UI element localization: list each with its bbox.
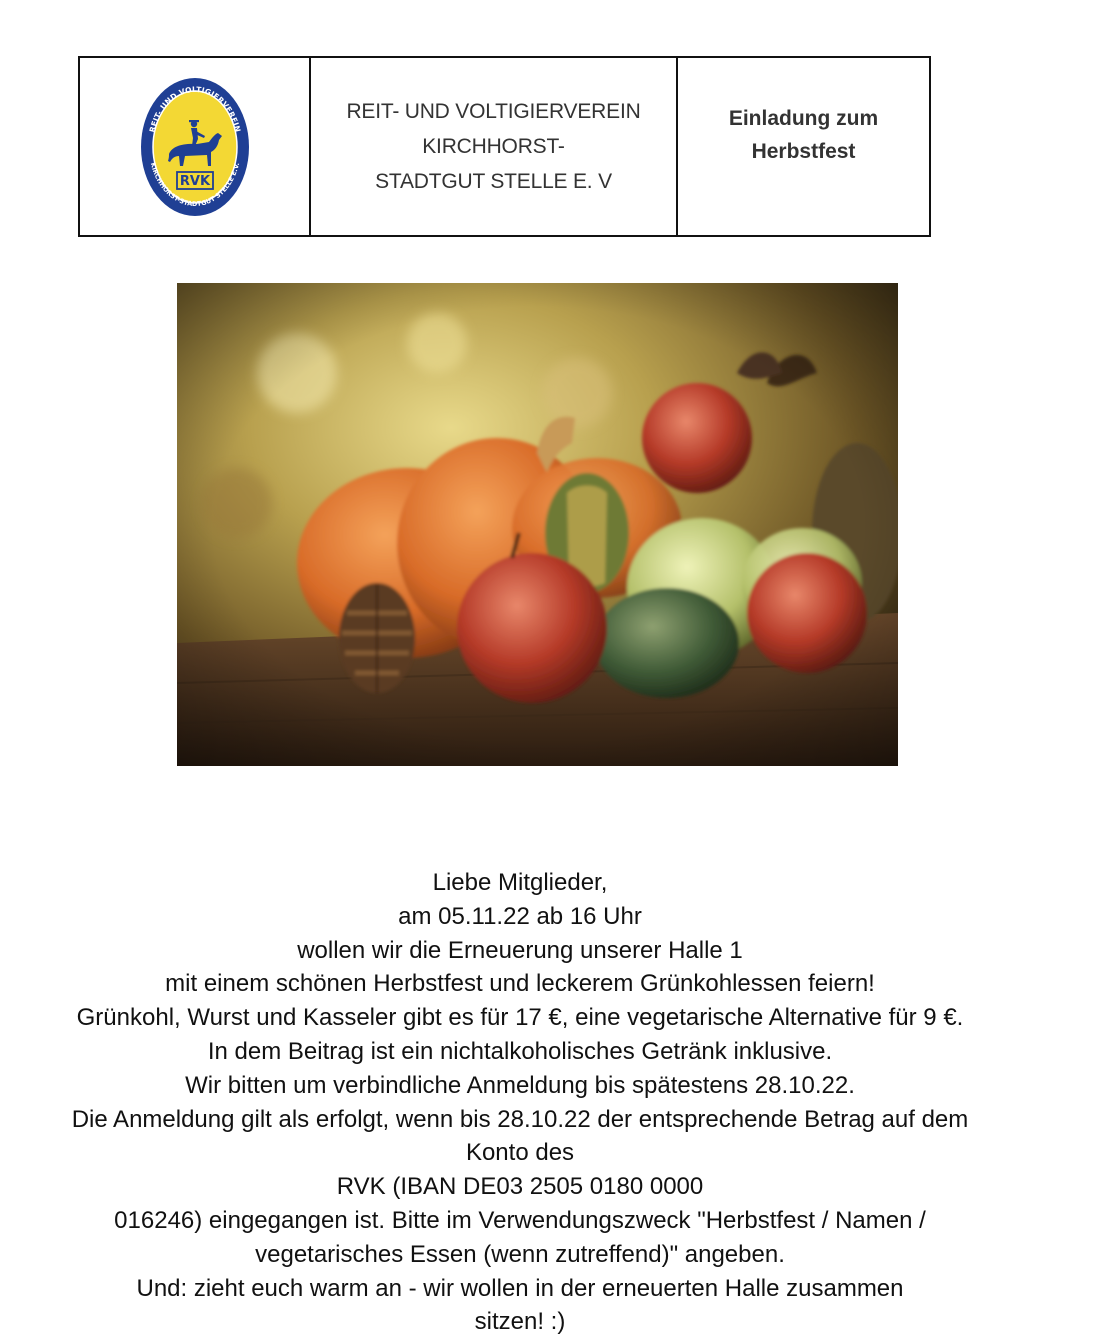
invitation-title-cell (678, 58, 929, 235)
logo-cell (80, 58, 311, 235)
body-line: RVK (IBAN DE03 2505 0180 0000 (336, 1173, 704, 1201)
body-line: mit einem schönen Herbstfest und leckerem Grünkohlessen feiern! (165, 970, 875, 998)
club-name-cell (311, 58, 678, 235)
club-name-line: STADTGUT STELLE E. V (375, 170, 612, 193)
body-line: In dem Beitrag ist ein nichtalkoholisches Getränk inklusive. (207, 1037, 833, 1065)
autumn-harvest-photo (177, 283, 898, 766)
logo-ring-text-top: REIT- UND VOLTIGIERVEREIN (147, 84, 242, 133)
invitation-title-line: Herbstfest (751, 140, 856, 163)
body-line: Die Anmeldung gilt als erfolgt, wenn bis 28.10.22 der entsprechende Betrag auf dem (71, 1105, 969, 1133)
invitation-title-line: Einladung zum (728, 107, 879, 130)
body-line: Liebe Mitglieder, (432, 869, 608, 896)
club-name-line: REIT- UND VOLTIGIERVEREIN (346, 100, 641, 123)
body-line: vegetarisches Essen (wenn zutreffend)" angeben. (255, 1240, 785, 1268)
club-logo (139, 76, 251, 218)
body-line: Grünkohl, Wurst und Kasseler gibt es für 17 €, eine vegetarische Alternative für 9 €. (76, 1004, 964, 1032)
body-line: sitzen! :) (474, 1308, 566, 1335)
body-line: 016246) eingegangen ist. Bitte im Verwendungszweck "Herbstfest / Namen / (114, 1206, 926, 1234)
club-name-line: KIRCHHORST- (422, 135, 565, 158)
header-table (78, 56, 931, 237)
body-line: Und: zieht euch warm an - wir wollen in der erneuerten Halle zusammen (136, 1274, 904, 1302)
autumn-harvest-still-life (177, 283, 898, 766)
logo-ring-text-bottom: KIRCHHORST-STADTGUT STELLE E.V. (148, 161, 241, 208)
body-line: wollen wir die Erneuerung unserer Halle 1 (297, 936, 743, 964)
body-line: Konto des (465, 1139, 575, 1167)
logo-center-text: RVK (179, 173, 210, 189)
invitation-body (0, 866, 1040, 1335)
body-line: Wir bitten um verbindliche Anmeldung bis spätestens 28.10.22. (185, 1071, 855, 1099)
body-line: am 05.11.22 ab 16 Uhr (398, 902, 642, 930)
